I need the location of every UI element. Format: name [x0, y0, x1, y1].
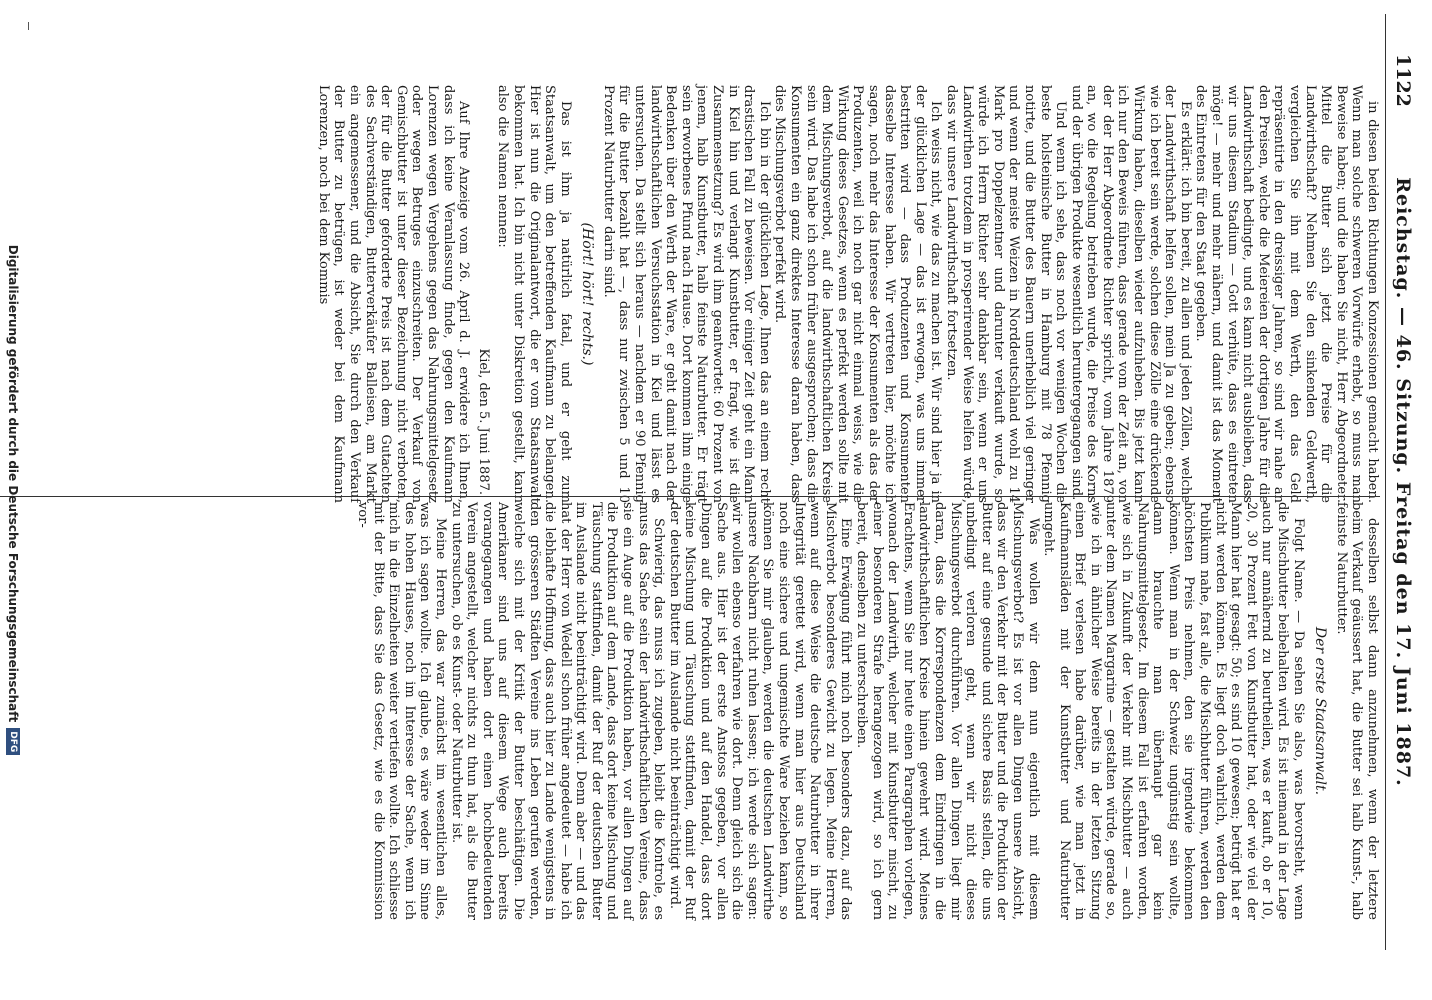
- signature: Der erste Staatsanwalt.: [1312, 626, 1329, 796]
- right-column: [354, 502, 1380, 920]
- column-divider: [0, 496, 1380, 497]
- dfg-logo-icon: DFG: [6, 728, 20, 755]
- paragraph: Schwierig, das muss ich zugeben, bleibt die Kontrole, es muss das Sache sein der landwirthschaftlichen Vereine, dass sie ein Auge auf die Produktion haben, vor allen Dingen auf die Produktion auf dem Lande, dass dort keine Mischung und Täuschung stattfinden, damit der Ruf der deutschen Butter im Auslande nicht beeinträchtigt wird. Denn aber — und das hat der Herr von Wedell schon früher angedeutet — habe ich die lebhafte Hoffnung, dass auch hier zu Lande wenigstens in den grösseren Städten Vereine ins Leben gerufen werden, welche sich mit der Kritik der Butter beschäftigen. Die Amerikaner sind uns auf diesem Wege auch bereits vorangegangen und haben dort einen hochbedeutenden Verein angestellt, welcher nichts zu thun hat, als die Butter zu untersuchen, ob es Kunst- oder Naturbutter ist.: [448, 502, 667, 920]
- page-header: [1388, 14, 1414, 950]
- paragraph: Was wollen wir denn nun eigentlich mit diesem Mischungsverbot? Es ist vor allen Dingen unsere Absicht, dass wir den Verkehr mit der Butter und die Produktion der Butter auf eine gesunde und sichere Basis stellen, die uns unbedingt verloren geht, wenn wir nicht dieses Mischungsverbot durchführen. Vor allen Dingen liegt mir daran, dass die Korrespondenzen dem Eindringen in die landwirthschaftlichen Kreise hinein gewehrt wird. Meines Erachtens, wenn Sie nur heute einen Paragraphen vorlegen, wonach der Landwirth, welcher mit Kunstbutter mischt, zu einer besonderen Strafe herangezogen wird, so ich gern bereit, denselben zu unterschreiben.: [854, 502, 1041, 920]
- paragraph: Das ist ihm ja natürlich fatal, und er geht zum Staatsanwalt, um den betreffenden Kaufmann zu belangen. Hier ist nun die Originalantwort, die er vom Staatsanwalt bekommen hat. Ich bin nicht unter Diskretion gestellt, kann also die Namen nennen:: [495, 85, 573, 503]
- dateline: Kiel, den 5. Juni 1887.: [475, 348, 491, 495]
- left-column: [315, 85, 1380, 503]
- letter-text: Auf Ihre Anzeige vom 26. April d. J. erwidere ich Ihnen, dass ich keine Veranlassung finde, gegen den Kaufmann Lorenzen wegen Vergehens gegen das Nahrungsmittelgesetz oder wegen Betruges einzuschreiten. Der Verkauf von Gemischbutter ist unter dieser Bezeichnung nicht verboten, der für die Butter geforderte Preis ist nach dem Gutachten des Sachverständigen, Butterverkäufer Balleisen, am Markt ein angemessener, und die Absicht, Sie durch den Verkauf der Butter zu betrügen, ist weder bei dem Kaufmann Lorenzen, noch bei dem Kommis: [315, 85, 472, 503]
- paragraph: Und wenn ich sehe, dass noch vor wenigen Wochen die beste holsteinische Butter in Hamburg mit 78 Pfennig notirte, und die Butter des Bauern unerheblich viel geringer und wenn der meiste Weizen in Norddeutschland wohl zu 14 Mark pro Doppelzentner und darunter verkauft wurde, so würde ich Herrn Richter sehr dankbar sein, wenn er uns Landwirthen trotzdem in prosperirender Weise helfen würde, dass wir unsere Landwirthschaft fortsetzen.: [943, 85, 1069, 503]
- paragraph: Es erklärt: ich bin bereit, zu allen und jeden Zöllen, welche der Landwirthschaft helfen sollen, mein Ja zu geben; ebenso wie ich bereit sein werde, solchen diese Zölle eine drückende Wirkung haben, dieselben wieder aufzuheben. Bis jetzt kann ich nur den Beweis führen, dass gerade vom der Zeit an, von der der Herr Abgeordnete Richter spricht, vom Jahre 1879 an, wo die Regelung betrieben wurde, die Preise des Korns und der übrigen Produkte wesentlich heruntergegangen sind.: [1068, 85, 1193, 503]
- digitization-footer: [0, 0, 26, 1000]
- paragraph: Ich weiss nicht, wie das zu machen ist. Wir sind hier ja in der glücklichen Lage — das ist erwogen, was uns immer bestritten wird — dass Produzenten und Konsumenten dasselbe Interesse haben. Wir vertreten hier, möchte ich sagen, noch mehr das Interesse der Konsumenten als das der Produzenten, weil ich noch gar nicht einmal weiss, wie die Wirkung dieses Gesetzes, wenn es perfekt werden sollte mit dem Mischungsverbot, auf die landwirthschaftlichen Kreise sein wird. Das habe ich schon früher ausgesprochen; dass die Konsumenten ein ganz direktes Interesse daran haben, dass dies Mischungsverbot perfekt wird.: [772, 85, 944, 503]
- paragraph: desselben selbst dann anzunehmen, wenn der letztere beim Verkauf geäussert hat, die Butter sei halb Kunst-, halb feinste Naturbutter.: [1333, 502, 1380, 920]
- paragraph: in diesen beiden Richtungen Konzessionen gemacht haben. Wenn man solche schweren Vorwürfe erhebt, so muss man Beweise haben; und die haben Sie nicht, Herr Abgeordneter. Mittel die Butter sich jetzt die Preise für die Landwirthschaft? Nehmen Sie den sinkenden Geldwerth, vergleichen Sie ihn mit dem Werth, den das Geld repräsentirte in den dreissiger Jahren, so sind wir nahe an den Preisen, welche die Meiereien der dortigen Jahre für die Landwirthschaft bedingte, und es kann nicht ausbleiben, dass wir uns diesem Stadium — Gott verhüte, dass es eintreten möge! — mehr und mehr nähern, und damit ist das Moment des Eintretens für den Staat gegeben.: [1193, 85, 1380, 503]
- paragraph: Meine Herren, das war zunächst im wesentlichen alles, was ich sagen wollte. Ich glaube, es wäre weder im Sinne des hohen Hauses, noch im Interesse der Sache, wenn ich mich in die Einzelheiten weiter vertiefen wollte. Ich schliesse mit der Bitte, dass Sie das Gesetz, wie es die Kommission vor-: [355, 502, 448, 920]
- footer-separator: [28, 22, 29, 30]
- running-title: Reichstag. — 46. Sitzung. Freitag den 17. Juni 1887.: [1392, 177, 1414, 787]
- header-rule: [1385, 14, 1386, 950]
- footer-text: Digitalisierung gefördert durch die Deutsche Forschungsgemeinschaft: [6, 244, 20, 723]
- paragraph: Eine Erwägung führt mich noch besonders dazu, auf das Mischverbot besonderes Gewicht zu legen. Meine Herren, wenn auf diese Weise die deutsche Naturbutter in ihrer Integrität gerettet wird, wenn man hier aus Deutschland noch eine sichere und ungemischte Ware beziehen kann, so können Sie mir glauben, werden die deutschen Landwirthe unsere Nachbarn nicht ruhen lassen; ich werde sich sagen: wir wollen ebenso verfahren wie dort. Denn gleich sich die Sache aus. Hier ist der erste Anstoss gegeben, vor allen Dingen auf die Produktion und auf den Handel, dass dort keine Mischung und Täuschung stattfinden, damit der Ruf der deutschen Butter im Auslande nicht beeinträchtigt wird.: [666, 502, 854, 920]
- paragraph: Ich bin in der glücklichen Lage, Ihnen das an einem recht drastischen Fall zu beweisen. Vor einiger Zeit geht ein Mann in Kiel hin und verlangt Kunstbutter, er fragt, wie ist die Zusammensetzung? Es wird ihm geantwortet: 60 Prozent von jenem, halb Kunstbutter, halb feinste Naturbutter. Er trägt sein erworbenes Pfund nach Hause. Dort kommen ihm einige Bedenken über den Werth der Ware, er geht damit nach der landwirthschaftlichen Versuchsstation in Kiel und lässt es untersuchen. Da stellt sich heraus — nachdem er 90 Pfennig für die Butter bezahlt hat —, dass nur zwischen 5 und 10 Prozent Naturbutter darin sind.: [600, 85, 772, 503]
- page-number: 1122: [1392, 54, 1414, 107]
- interjection: (Hört! hört! rechts.): [579, 222, 596, 366]
- paragraph: Folgt Name. — Da sehen Sie also, was bevorsteht, wenn die Mischbutter beibehalten wird. Es ist niemand in der Lage auch nur annähernd zu beurtheilen, was er kauft, ob er 10, 20, 30 Prozent Fett von Kunstbutter hat, oder wie viel der Mann hier hat gesagt: 50; es sind 10 gewesen; betrügt hat er nicht werden können. Es liegt doch wahrlich, werden dem Publikum nahe, fast alle, die Mischbutter führen, werden den höchsten Preis nehmen, den sie irgendwie bekommen können. Wenn man in der Schweiz ungünstig sein wollte, dann brauchte man überhaupt gar kein Nahrungsmittelgesetz. Im diesem Fall ist erfahren worden, wie sich in Zukunft der Verkehr mit Mischbutter — auch unter dem Namen Margarine — gestalten würde, gerade so, wie ich in ähnlicher Weise bereits in der letzten Sitzung einen Brief verlesen habe darüber, wie man jetzt in Kaufmannsläden mit der Kunstbutter und Naturbutter umgeht.: [1041, 502, 1306, 920]
